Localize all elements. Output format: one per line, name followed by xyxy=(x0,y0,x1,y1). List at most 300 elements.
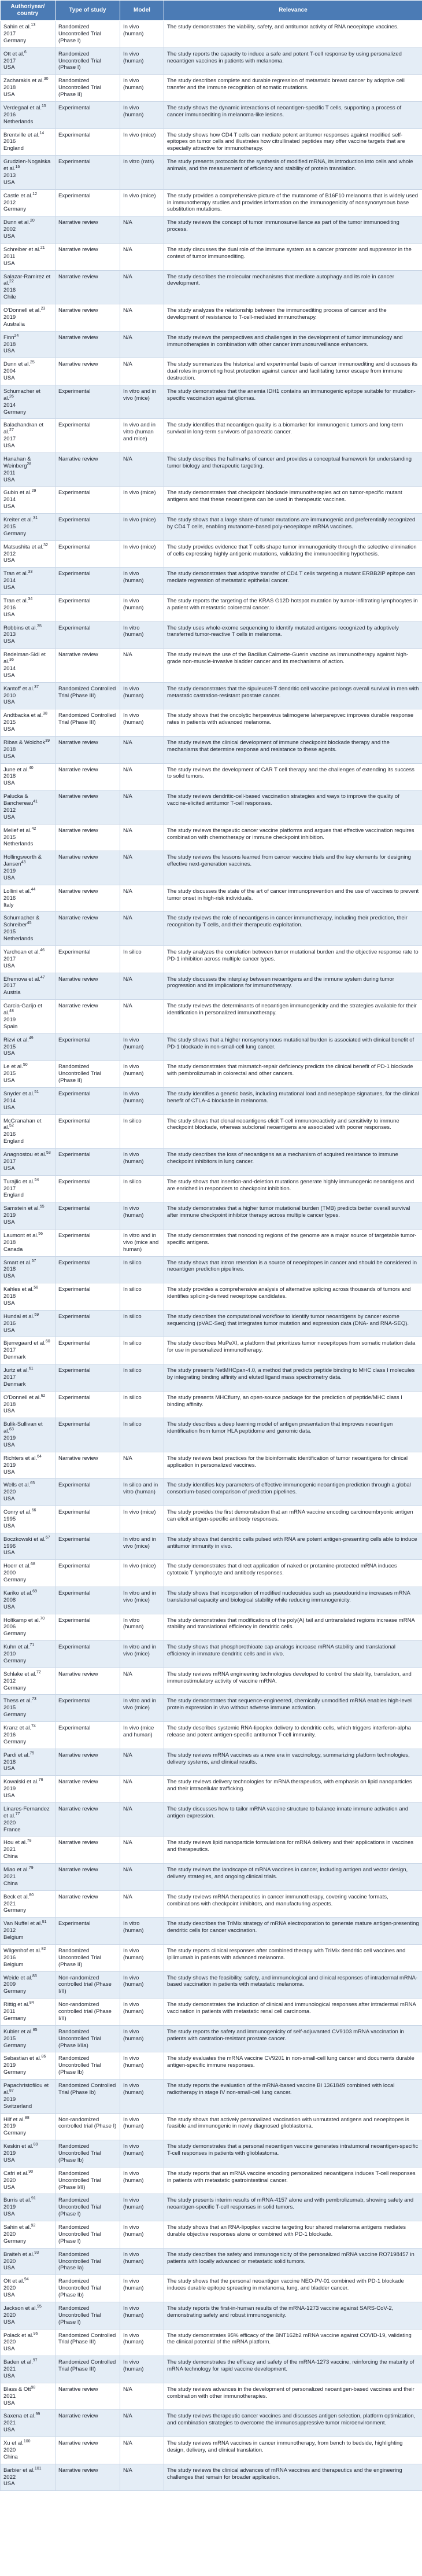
reference-number: 66 xyxy=(31,1508,36,1513)
table-row xyxy=(1,945,422,973)
author-cell: Ott et al.$^{94}$ 2020 USA xyxy=(1,2275,55,2302)
author-cell: Linares-Fernandez et al.$^{77}$ 2020 France xyxy=(1,1802,55,1837)
study-type-cell: Experimental xyxy=(55,1506,120,1533)
model-cell: N/A xyxy=(120,2437,164,2464)
study-type-cell: Experimental xyxy=(55,540,120,568)
table-row xyxy=(1,1114,422,1149)
study-type-cell: Narrative review xyxy=(55,2383,120,2410)
author-cell: Richters et al.$^{64}$ 2019 USA xyxy=(1,1452,55,1479)
relevance-cell: The study describes the TriMix strategy of mRNA electroporation to generate mature antigen-presenting dendritic cells for cancer vaccination. xyxy=(164,1918,422,1945)
table-row xyxy=(1,912,422,946)
study-type-cell: Narrative review xyxy=(55,885,120,912)
relevance-cell: The study shows that a large share of tumor mutations are immunogenic and preferentially recognized by CD4 T cells, enabling mutanome-based poly-neoepitope mRNA vaccines. xyxy=(164,514,422,541)
table-row xyxy=(1,1641,422,1668)
reference-number: 40 xyxy=(28,766,34,770)
reference-number: 90 xyxy=(28,2169,34,2174)
study-type-cell: Narrative review xyxy=(55,216,120,244)
author-name: Hilf et al. xyxy=(3,2116,25,2123)
study-type-cell: Experimental xyxy=(55,1114,120,1149)
relevance-cell: The study reviews mRNA engineering technologies developed to control the stability, translation, and immunostimulatory activity of vaccine mRNA. xyxy=(164,1668,422,1695)
relevance-cell: The study reviews the role of neoantigens in cancer immunotherapy, including their prediction, their recognition by T cells, and their therapeutic exploitation. xyxy=(164,912,422,946)
relevance-cell: The study demonstrates that direct application of naked or protamine-protected mRNA induces cytotoxic T lymphocyte and antibody responses. xyxy=(164,1560,422,1587)
model-cell: In vivo (human) xyxy=(120,2302,164,2329)
author-name: Hanahan & Weinberg xyxy=(3,455,31,469)
study-type-cell: Randomized Uncontrolled Trial (Phase Ib) xyxy=(55,2052,120,2080)
study-type-cell: Randomized Uncontrolled Trial (Phase I) xyxy=(55,21,120,48)
author-name: Le et al. xyxy=(3,1063,23,1070)
table-row xyxy=(1,2221,422,2249)
table-row xyxy=(1,385,422,419)
reference-number: 99 xyxy=(35,2412,40,2417)
study-type-cell: Narrative review xyxy=(55,331,120,358)
reference-number: 14 xyxy=(39,131,45,135)
table-row xyxy=(1,2356,422,2383)
model-cell: In vivo (human) xyxy=(120,1061,164,1088)
table-row xyxy=(1,47,422,75)
author-name: Ott et al. xyxy=(3,50,24,57)
relevance-cell: The study uses whole-exome sequencing to identify mutated antigens recognized by adoptively transferred tumor-reactive T cells in melanoma. xyxy=(164,621,422,649)
study-type-cell: Non-randomized controlled trial (Phase I/II) xyxy=(55,1999,120,2026)
author-name: Melief et al. xyxy=(3,827,32,834)
author-name: Barbier et al. xyxy=(3,2467,35,2474)
author-cell: Kranz et al.$^{74}$ 2016 Germany xyxy=(1,1722,55,1749)
relevance-cell: The study demonstrates that checkpoint blockade immunotherapies act on tumor-specific mutant antigens and that these neoantigens can be used in therapeutic vaccines. xyxy=(164,487,422,514)
author-name: Schumacher et al. xyxy=(3,388,40,402)
reference-number: 96 xyxy=(33,2331,38,2336)
table-row xyxy=(1,2113,422,2140)
study-type-cell: Narrative review xyxy=(55,1890,120,1918)
reference-number: 53 xyxy=(46,1150,51,1155)
reference-number: 88 xyxy=(24,2115,29,2120)
reference-number: 79 xyxy=(28,1865,34,1870)
study-type-cell: Randomized Uncontrolled Trial (Phase I/II) xyxy=(55,2167,120,2194)
relevance-cell: The study demonstrates that a personal neoantigen vaccine generates intratumoral neoantigen-specific T-cell responses in patients with glioblastoma. xyxy=(164,2140,422,2167)
author-name: Kahles et al. xyxy=(3,1286,34,1293)
author-name: Garcia-Garijo et al. xyxy=(3,1003,43,1016)
reference-number: 84 xyxy=(29,2000,34,2005)
author-name: Linares-Fernandez et al. xyxy=(3,1805,50,1819)
relevance-cell: The study reviews the landscape of mRNA vaccines in cancer, including antigen and vector design, delivery strategies, and ongoing clinical trials. xyxy=(164,1864,422,1891)
author-cell: Smart et al.$^{57}$ 2018 USA xyxy=(1,1256,55,1283)
model-cell: In vivo and in vitro (human and mice) xyxy=(120,419,164,453)
model-cell: In vivo (mice) xyxy=(120,540,164,568)
table-row xyxy=(1,1229,422,1256)
author-name: Hollingsworth & Jansen xyxy=(3,854,42,868)
author-cell: Beck et al.$^{80}$ 2021 Germany xyxy=(1,1890,55,1918)
table-row xyxy=(1,1202,422,1230)
column-header-type: Type of study xyxy=(55,1,120,21)
relevance-cell: The study demonstrates that modifications of the poly(A) tail and untranslated regions increase mRNA stability and translational efficiency in dendritic cells. xyxy=(164,1614,422,1641)
author-name: Dunn et al. xyxy=(3,219,30,226)
author-name: Sahin et al. xyxy=(3,24,31,30)
study-type-cell: Experimental xyxy=(55,101,120,128)
table-row xyxy=(1,1587,422,1614)
table-row xyxy=(1,1668,422,1695)
model-cell: N/A xyxy=(120,243,164,270)
model-cell: In vivo (human) xyxy=(120,21,164,48)
table-header xyxy=(1,1,422,21)
author-cell: Redelman-Sidi et al.$^{36}$ 2014 USA xyxy=(1,649,55,683)
reference-number: 81 xyxy=(42,1920,47,1924)
author-name: Laumont et al. xyxy=(3,1232,39,1239)
table-row xyxy=(1,1890,422,1918)
author-name: Burris et al. xyxy=(3,2197,32,2204)
model-cell: In vitro and in vivo (mice) xyxy=(120,385,164,419)
study-type-cell: Narrative review xyxy=(55,1864,120,1891)
relevance-cell: The study identifies key parameters of effective immunogenic neoantigen prediction through a global consortium-based comparison of prediction pipelines. xyxy=(164,1479,422,1506)
author-cell: Baden et al.$^{97}$ 2021 USA xyxy=(1,2356,55,2383)
reference-number: 51 xyxy=(34,1090,39,1094)
author-name: Anagnostou et al. xyxy=(3,1151,46,1158)
table-row xyxy=(1,763,422,790)
relevance-cell: The study discusses how to tailor mRNA vaccine structure to balance innate immune activation and antigen expression. xyxy=(164,1802,422,1837)
relevance-cell: The study discusses the state of the art of cancer immunoprevention and the use of vaccines to prevent tumor onset in high-risk individuals. xyxy=(164,885,422,912)
model-cell: In vitro (human) xyxy=(120,1614,164,1641)
table-row xyxy=(1,885,422,912)
author-cell: Schlake et al.$^{72}$ 2012 Germany xyxy=(1,1668,55,1695)
relevance-cell: The study shows that an RNA-lipoplex vaccine targeting four shared melanoma antigens mediates durable objective responses alone or combined with PD-1 blockade. xyxy=(164,2221,422,2249)
author-cell: Anagnostou et al.$^{53}$ 2017 USA xyxy=(1,1149,55,1176)
table-row xyxy=(1,1061,422,1088)
model-cell: In silico xyxy=(120,945,164,973)
study-type-cell: Randomized Uncontrolled Trial (Phase II) xyxy=(55,75,120,102)
model-cell: N/A xyxy=(120,649,164,683)
author-name: Blass & Ott xyxy=(3,2386,31,2393)
study-type-cell: Randomized Uncontrolled Trial (Phase Ia) xyxy=(55,2248,120,2275)
model-cell: In vitro (human) xyxy=(120,1918,164,1945)
reference-number: 28 xyxy=(27,462,32,466)
table-row xyxy=(1,189,422,216)
author-cell: Xu et al.$^{100}$ 2020 China xyxy=(1,2437,55,2464)
reference-number: 76 xyxy=(38,1778,43,1783)
reference-number: 59 xyxy=(34,1312,39,1317)
reference-number: 60 xyxy=(45,1339,50,1344)
study-type-cell: Experimental xyxy=(55,1918,120,1945)
model-cell: In silico and in vitro (human) xyxy=(120,1479,164,1506)
reference-number: 101 xyxy=(34,2466,42,2471)
author-cell: O'Donnell et al.$^{23}$ 2019 Australia xyxy=(1,304,55,332)
table-row xyxy=(1,1560,422,1587)
author-name: June et al. xyxy=(3,766,29,773)
author-name: Thess et al. xyxy=(3,1698,32,1705)
study-type-cell: Experimental xyxy=(55,487,120,514)
author-name: Matsushita et al. xyxy=(3,543,44,550)
model-cell: In vivo (human) xyxy=(120,101,164,128)
study-type-cell: Narrative review xyxy=(55,763,120,790)
reference-number: 69 xyxy=(32,1589,37,1594)
table-row xyxy=(1,2410,422,2437)
author-name: Schreiber et al. xyxy=(3,246,40,253)
table-row xyxy=(1,824,422,851)
column-header-model: Model xyxy=(120,1,164,21)
study-type-cell: Narrative review xyxy=(55,243,120,270)
relevance-cell: The study reviews lipid nanoparticle formulations for mRNA delivery and their applications in vaccines and therapeutics. xyxy=(164,1837,422,1864)
study-type-cell: Experimental xyxy=(55,1202,120,1230)
relevance-cell: The study reviews therapeutic cancer vaccine platforms and argues that effective vaccination requires combination with chemotherapy or immune checkpoint inhibition. xyxy=(164,824,422,851)
author-cell: Garcia-Garijo et al.$^{48}$ 2019 Spain xyxy=(1,1000,55,1034)
relevance-cell: The study shows that actively personalized vaccination with unmutated antigens and neoepitopes is feasible and immunogenic in newly diagnosed glioblastoma. xyxy=(164,2113,422,2140)
author-name: McGranahan et al. xyxy=(3,1117,42,1131)
reference-number: 75 xyxy=(29,1751,35,1756)
study-type-cell: Experimental xyxy=(55,1283,120,1311)
author-name: Cafri et al. xyxy=(3,2170,29,2177)
table-row xyxy=(1,1749,422,1776)
author-name: Bjerregaard et al. xyxy=(3,1340,46,1347)
relevance-cell: The study reports the evaluation of the mRNA-based vaccine BI 1361849 combined with local radiotherapy in stage IV non-small-cell lung cancer. xyxy=(164,2080,422,2114)
table-row xyxy=(1,270,422,304)
model-cell: In vivo (human) xyxy=(120,2275,164,2302)
author-name: Wilgenhof et al. xyxy=(3,1947,42,1954)
author-name: Lollini et al. xyxy=(3,888,31,895)
relevance-cell: The study shows that insertion-and-deletion mutations generate highly immunogenic neoantigens and are enriched in responders to checkpoint inhibition. xyxy=(164,1175,422,1202)
relevance-cell: The study reports the first-in-human results of the mRNA-1273 vaccine against SARS-CoV-2, demonstrating safety and robust immunogenicity. xyxy=(164,2302,422,2329)
model-cell: N/A xyxy=(120,1776,164,1803)
reference-number: 45 xyxy=(27,921,32,926)
reference-number: 72 xyxy=(36,1670,41,1675)
model-cell: N/A xyxy=(120,1890,164,1918)
author-cell: Braiteh et al.$^{93}$ 2020 USA xyxy=(1,2248,55,2275)
model-cell: In silico xyxy=(120,1310,164,1337)
table-row xyxy=(1,2275,422,2302)
relevance-cell: The study reports clinical responses after combined therapy with TriMix dendritic cell vaccines and ipilimumab in patients with advanced melanoma. xyxy=(164,1944,422,1971)
reference-number: 21 xyxy=(40,245,45,250)
table-row xyxy=(1,709,422,737)
relevance-cell: The study reviews the determinants of neoantigen immunogenicity and the strategies available for their identification in personalized immunotherapy. xyxy=(164,1000,422,1034)
reference-number: 25 xyxy=(29,360,35,365)
table-row xyxy=(1,128,422,156)
table-row xyxy=(1,1000,422,1034)
table-row xyxy=(1,75,422,102)
author-name: Finn xyxy=(3,334,14,341)
relevance-cell: The study provides the first demonstration that an mRNA vaccine encoding carcinoembryonic antigen can elicit antigen-specific antibody responses. xyxy=(164,1506,422,1533)
relevance-cell: The study demonstrates the induction of clinical and immunological responses after intradermal mRNA vaccination in patients with metastatic renal cell carcinoma. xyxy=(164,1999,422,2026)
author-name: Ribas & Wolchok xyxy=(3,739,46,746)
model-cell: In silico xyxy=(120,1337,164,1364)
author-cell: Cafri et al.$^{90}$ 2020 USA xyxy=(1,2167,55,2194)
reference-number: 16 xyxy=(15,164,20,169)
table-row xyxy=(1,1364,422,1392)
study-type-cell: Narrative review xyxy=(55,1749,120,1776)
model-cell: N/A xyxy=(120,973,164,1000)
relevance-cell: The study demonstrates that adoptive transfer of CD4 T cells targeting a mutant ERBB2IP epitope can mediate regression of metastatic epithelial cancer. xyxy=(164,568,422,595)
relevance-cell: The study demonstrates 95% efficacy of the BNT162b2 mRNA vaccine against COVID-19, validating the clinical potential of the mRNA platform. xyxy=(164,2329,422,2356)
model-cell: N/A xyxy=(120,885,164,912)
study-type-cell: Randomized Uncontrolled Trial (Phase I) xyxy=(55,2194,120,2221)
table-row xyxy=(1,1944,422,1971)
author-cell: Melief et al.$^{42}$ 2015 Netherlands xyxy=(1,824,55,851)
relevance-cell: The study reviews mRNA vaccines in cancer immunotherapy, from bench to bedside, highlighting design, delivery, and clinical translation. xyxy=(164,2437,422,2464)
model-cell: In vivo (human) xyxy=(120,1944,164,1971)
reference-number: 95 xyxy=(37,2304,42,2309)
table-row xyxy=(1,2437,422,2464)
model-cell: In silico xyxy=(120,1283,164,1311)
study-type-cell: Experimental xyxy=(55,1229,120,1256)
author-name: Jurtz et al. xyxy=(3,1367,29,1374)
author-name: Pardi et al. xyxy=(3,1751,30,1758)
author-cell: Samstein et al.$^{55}$ 2019 USA xyxy=(1,1202,55,1230)
author-name: Holtkamp et al. xyxy=(3,1617,40,1624)
author-name: Braiteh et al. xyxy=(3,2251,35,2258)
relevance-cell: The study reports the capacity to induce a safe and potent T-cell response by using personalized neoantigen vaccines in patients with melanoma. xyxy=(164,47,422,75)
reference-number: 89 xyxy=(33,2142,38,2147)
reference-number: 48 xyxy=(9,1009,14,1013)
model-cell: N/A xyxy=(120,851,164,885)
relevance-cell: The study reviews mRNA therapeutics in cancer immunotherapy, covering vaccine formats, combinations with checkpoint inhibitors, and manufacturing aspects. xyxy=(164,1890,422,1918)
author-cell: Finn$^{24}$ 2018 USA xyxy=(1,331,55,358)
relevance-cell: The study shows the dynamic interactions of neoantigen-specific T cells, supporting a process of cancer immunoediting in melanoma-like lesions. xyxy=(164,101,422,128)
model-cell: N/A xyxy=(120,790,164,825)
table-row xyxy=(1,1337,422,1364)
author-name: Kranz et al. xyxy=(3,1725,32,1731)
study-type-cell: Experimental xyxy=(55,1533,120,1560)
relevance-cell: The study demonstrates that the anemia IDH1 contains an immunogenic epitope suitable for mutation-specific vaccination against gliomas. xyxy=(164,385,422,419)
model-cell: N/A xyxy=(120,270,164,304)
relevance-cell: The study describes complete and durable regression of metastatic breast cancer by adoptive cell transfer and the immune recognition of somatic mutations. xyxy=(164,75,422,102)
relevance-cell: The study shows that intron retention is a source of neoepitopes in cancer and should be considered in neoantigen prediction pipelines. xyxy=(164,1256,422,1283)
author-cell: Hanahan & Weinberg$^{28}$ 2011 USA xyxy=(1,452,55,487)
relevance-cell: The study reviews the clinical advances of mRNA vaccines and therapeutics and the engineering challenges that remain for broader application. xyxy=(164,2464,422,2491)
reference-number: 32 xyxy=(43,543,48,547)
study-type-cell: Narrative review xyxy=(55,358,120,385)
author-cell: Jackson et al.$^{95}$ 2020 USA xyxy=(1,2302,55,2329)
author-name: O'Donnell et al. xyxy=(3,1394,41,1401)
table-row xyxy=(1,2329,422,2356)
study-type-cell: Narrative review xyxy=(55,1837,120,1864)
table-row xyxy=(1,1310,422,1337)
reference-number: 61 xyxy=(28,1366,34,1371)
relevance-cell: The study reviews the perspectives and challenges in the development of tumor immunology and immunotherapies in combination with other cancer immunosurveillance enhancers. xyxy=(164,331,422,358)
table-row xyxy=(1,1776,422,1803)
study-type-cell: Narrative review xyxy=(55,1668,120,1695)
author-cell: Andtbacka et al.$^{38}$ 2015 USA xyxy=(1,709,55,737)
author-name: Samstein et al. xyxy=(3,1205,40,1212)
author-cell: Sebastian et al.$^{86}$ 2019 Germany xyxy=(1,2052,55,2080)
author-cell: Robbins et al.$^{35}$ 2013 USA xyxy=(1,621,55,649)
reference-number: 35 xyxy=(37,624,42,628)
model-cell: N/A xyxy=(120,216,164,244)
model-cell: In vivo (human) xyxy=(120,568,164,595)
author-name: Polack et al. xyxy=(3,2332,34,2339)
relevance-cell: The study reviews the concept of tumor immunosurveillance as part of the tumor immunoediting process. xyxy=(164,216,422,244)
author-name: Kuhn et al. xyxy=(3,1644,30,1651)
reference-number: 91 xyxy=(31,2196,36,2201)
column-header-author: Author/year/ country xyxy=(1,1,55,21)
author-name: Weide et al. xyxy=(3,1974,32,1981)
relevance-cell: The study reviews dendritic-cell-based vaccination strategies and ways to improve the quality of vaccine-elicited antitumor T-cell responses. xyxy=(164,790,422,825)
table-row xyxy=(1,1864,422,1891)
author-name: Kantoff et al. xyxy=(3,685,35,692)
author-cell: Rizvi et al.$^{49}$ 2015 USA xyxy=(1,1033,55,1061)
study-type-cell: Experimental xyxy=(55,189,120,216)
author-cell: Polack et al.$^{96}$ 2020 USA xyxy=(1,2329,55,2356)
reference-number: 83 xyxy=(32,1974,37,1978)
table-row xyxy=(1,2248,422,2275)
author-cell: Grudzien-Nogalska et al.$^{16}$ 2013 USA xyxy=(1,156,55,190)
table-row xyxy=(1,1533,422,1560)
author-cell: Burris et al.$^{91}$ 2019 USA xyxy=(1,2194,55,2221)
author-name: Tran et al. xyxy=(3,571,28,577)
model-cell: N/A xyxy=(120,736,164,763)
author-name: Miao et al. xyxy=(3,1867,29,1873)
author-name: Saxena et al. xyxy=(3,2413,36,2420)
author-cell: Kantoff et al.$^{37}$ 2010 USA xyxy=(1,682,55,709)
study-type-cell: Experimental xyxy=(55,1587,120,1614)
author-cell: Kariko et al.$^{69}$ 2008 USA xyxy=(1,1587,55,1614)
reference-number: 41 xyxy=(33,799,38,804)
table-row xyxy=(1,851,422,885)
study-type-cell: Narrative review xyxy=(55,452,120,487)
study-type-cell: Narrative review xyxy=(55,1452,120,1479)
table-row xyxy=(1,649,422,683)
study-type-cell: Narrative review xyxy=(55,824,120,851)
table-row xyxy=(1,101,422,128)
model-cell: In vivo (human) xyxy=(120,709,164,737)
study-type-cell: Randomized Controlled Trial (Phase III) xyxy=(55,682,120,709)
relevance-cell: The study demonstrates that the sipuleucel-T dendritic cell vaccine prolongs overall survival in men with metastatic castration-resistant prostate cancer. xyxy=(164,682,422,709)
table-row xyxy=(1,331,422,358)
reference-number: 97 xyxy=(32,2358,38,2362)
author-name: Hundal et al. xyxy=(3,1313,35,1320)
author-cell: Papachristofilou et al.$^{87}$ 2019 Switzerland xyxy=(1,2080,55,2114)
author-cell: Boczkowski et al.$^{67}$ 1996 USA xyxy=(1,1533,55,1560)
reference-number: 65 xyxy=(30,1481,35,1486)
model-cell: In silico xyxy=(120,1418,164,1452)
study-type-cell: Narrative review xyxy=(55,2410,120,2437)
relevance-cell: The study shows that the personal neoantigen vaccine NEO-PV-01 combined with PD-1 blockade induces durable epitope spreading in melanoma, lung, and bladder cancer. xyxy=(164,2275,422,2302)
table-row xyxy=(1,514,422,541)
author-name: Gubin et al. xyxy=(3,490,32,496)
author-name: Balachandran et al. xyxy=(3,422,44,436)
relevance-cell: The study presents interim results of mRNA-4157 alone and with pembrolizumab, showing safety and neoantigen-specific T-cell responses in solid tumors. xyxy=(164,2194,422,2221)
author-cell: Hoerr et al.$^{68}$ 2000 Germany xyxy=(1,1560,55,1587)
relevance-cell: The study demonstrates the efficacy and safety of the mRNA-1273 vaccine, reinforcing the maturity of mRNA technology for rapid vaccine development. xyxy=(164,2356,422,2383)
reference-number: 82 xyxy=(41,1946,46,1951)
model-cell: In vivo (human) xyxy=(120,1202,164,1230)
model-cell: N/A xyxy=(120,1864,164,1891)
relevance-cell: The study demonstrates that mismatch-repair deficiency predicts the clinical benefit of PD-1 blockade with pembrolizumab in colorectal and other cancers. xyxy=(164,1061,422,1088)
study-type-cell: Randomized Controlled Trial (Phase III) xyxy=(55,2329,120,2356)
relevance-cell: The study analyzes the correlation between tumor mutational burden and the objective response rate to PD-1 inhibition across multiple cancer types. xyxy=(164,945,422,973)
relevance-cell: The study presents NetMHCpan-4.0, a method that predicts peptide binding to MHC class I molecules by integrating binding affinity and eluted ligand mass spectrometry data. xyxy=(164,1364,422,1392)
reference-number: 50 xyxy=(23,1063,28,1068)
study-type-cell: Experimental xyxy=(55,514,120,541)
model-cell: In vivo (human) xyxy=(120,1033,164,1061)
study-type-cell: Non-randomized controlled trial (Phase I) xyxy=(55,2113,120,2140)
author-name: Kariko et al. xyxy=(3,1589,33,1596)
table-row xyxy=(1,2383,422,2410)
author-cell: Snyder et al.$^{51}$ 2014 USA xyxy=(1,1087,55,1114)
table-row xyxy=(1,540,422,568)
reference-number: 54 xyxy=(34,1177,39,1182)
author-cell: Ribas & Wolchok$^{39}$ 2018 USA xyxy=(1,736,55,763)
model-cell: In vivo (human) xyxy=(120,2167,164,2194)
model-cell: N/A xyxy=(120,304,164,332)
relevance-cell: The study describes MuPeXI, a platform that prioritizes tumor neoepitopes from somatic mutation data for use in personalized immunotherapy. xyxy=(164,1337,422,1364)
table-row xyxy=(1,973,422,1000)
relevance-cell: The study describes the computational workflow to identify tumor neoantigens by cancer exome sequencing (pVAC-Seq) that integrates tumor mutation and expression data (DNA- and RNA-SEQ). xyxy=(164,1310,422,1337)
relevance-cell: The study reviews mRNA vaccines as a new era in vaccinology, summarizing platform technologies, delivery systems, and clinical results. xyxy=(164,1749,422,1776)
reference-number: 74 xyxy=(31,1724,36,1728)
model-cell: In vitro and in vivo (mice) xyxy=(120,1533,164,1560)
study-type-cell: Experimental xyxy=(55,594,120,621)
model-cell: In vitro and in vivo (mice and human) xyxy=(120,1229,164,1256)
reference-number: 44 xyxy=(31,887,36,892)
reference-number: 67 xyxy=(45,1535,50,1540)
author-name: Conry et al. xyxy=(3,1509,32,1515)
model-cell: In vivo (human) xyxy=(120,75,164,102)
relevance-cell: The study shows that dendritic cells pulsed with RNA are potent antigen-presenting cells able to induce antitumor immunity in vivo. xyxy=(164,1533,422,1560)
table-row xyxy=(1,1722,422,1749)
